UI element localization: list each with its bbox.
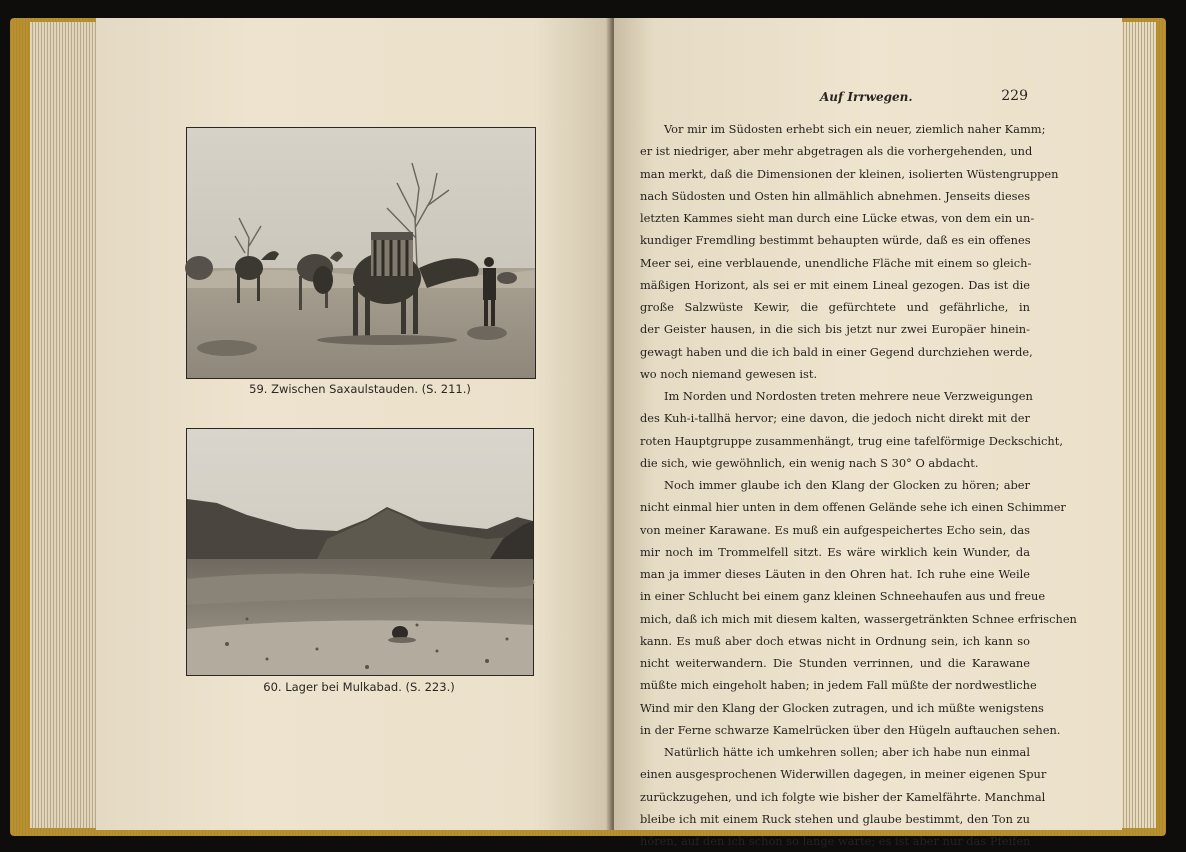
page-header — [640, 88, 1028, 108]
running-head: Auf Irrwegen. — [820, 90, 913, 104]
page-body-text — [640, 118, 1077, 852]
text-line: man merkt, daß die Dimensionen der kleinen, isolierten Wüstengruppen — [640, 166, 1059, 181]
text-line: er ist niedriger, aber mehr abgetragen als die vorhergehenden, und — [640, 144, 1033, 159]
text-line: nicht einmal hier unten in dem offenen Gelände sehe ich einen Schimmer — [640, 500, 1066, 515]
text-line: mir noch im Trommelfell sitzt. Es wäre wirklich kein Wunder, da — [640, 544, 1030, 559]
page-number: 229 — [1001, 88, 1028, 104]
text-line: nicht weiterwandern. Die Stunden verrinnen, und die Karawane — [640, 656, 1030, 670]
landscape-photo-image — [187, 429, 533, 675]
text-line: kann. Es muß aber doch etwas nicht in Ordnung sein, ich kann so — [640, 633, 1030, 648]
text-line: Im Norden und Nordosten treten mehrere neue Verzweigungen — [664, 389, 1033, 403]
text-line: müßte mich eingeholt haben; in jedem Fall müßte der nordwestliche — [640, 678, 1037, 693]
text-line: kundiger Fremdling bestimmt behaupten würde, daß es ein offenes — [640, 233, 1031, 248]
figure-59-caption: 59. Zwischen Saxaulstauden. (S. 211.) — [249, 382, 471, 396]
text-line: gewagt haben und die ich bald in einer Gegend durchziehen werde, — [640, 344, 1033, 359]
text-line: die sich, wie gewöhnlich, ein wenig nach S 30° O abdacht. — [640, 455, 979, 470]
text-line: bleibe ich mit einem Ruck stehen und glaube bestimmt, den Ton zu — [640, 811, 1030, 826]
text-line: letzten Kammes sieht man durch eine Lücke etwas, von dem ein un- — [640, 211, 1035, 225]
text-line: Meer sei, eine verblauende, unendliche Fläche mit einem so gleich- — [640, 255, 1032, 270]
text-line: hören, auf den ich schon so lange warte; es ist aber nur das Pfeifen — [640, 834, 1031, 848]
text-line: Wind mir den Klang der Glocken zutragen, und ich müßte wenigstens — [640, 700, 1044, 715]
page-edges-right — [1118, 22, 1156, 828]
text-line: des Kuh-i-tallhä hervor; eine davon, die jedoch nicht direkt mit der — [640, 411, 1030, 426]
page-edges-left — [30, 22, 102, 828]
text-line: Vor mir im Südosten erhebt sich ein neuer, ziemlich naher Kamm; — [664, 122, 1046, 136]
text-line: in einer Schlucht bei einem ganz kleinen Schneehaufen aus und freue — [640, 589, 1046, 604]
text-line: wo noch niemand gewesen ist. — [640, 366, 818, 381]
text-line: Noch immer glaube ich den Klang der Glocken zu hören; aber — [664, 478, 1030, 492]
text-line: mich, daß ich mich mit diesem kalten, wassergetränkten Schnee erfrischen — [640, 611, 1077, 626]
text-line: große Salzwüste Kewir, die gefürchtete und gefährliche, in — [640, 300, 1030, 314]
text-line: in der Ferne schwarze Kamelrücken über den Hügeln auftauchen sehen. — [640, 722, 1061, 737]
text-line: Natürlich hätte ich umkehren sollen; aber ich habe nun einmal — [664, 745, 1030, 759]
text-line: einen ausgesprochenen Widerwillen dagegen, in meiner eigenen Spur — [640, 767, 1047, 782]
text-line: der Geister hausen, in die sich bis jetzt nur zwei Europäer hinein- — [640, 322, 1030, 337]
text-line: zurückzugehen, und ich folgte wie bisher der Kamelfährte. Manchmal — [640, 789, 1046, 804]
photo-camels — [186, 127, 536, 379]
text-line: von meiner Karawane. Es muß ein aufgespeichertes Echo sein, das — [640, 522, 1030, 537]
text-line: man ja immer dieses Läuten in den Ohren hat. Ich ruhe eine Weile — [640, 567, 1030, 581]
text-line: roten Hauptgruppe zusammenhängt, trug eine tafelförmige Deckschicht, — [640, 433, 1063, 448]
figure-60-caption: 60. Lager bei Mulkabad. (S. 223.) — [263, 680, 455, 694]
camels-photo-image — [187, 128, 535, 378]
text-line: mäßigen Horizont, als sei er mit einem Lineal gezogen. Das ist die — [640, 277, 1030, 292]
photo-landscape — [186, 428, 534, 676]
text-line: nach Südosten und Osten hin allmählich abnehmen. Jenseits dieses — [640, 188, 1031, 203]
